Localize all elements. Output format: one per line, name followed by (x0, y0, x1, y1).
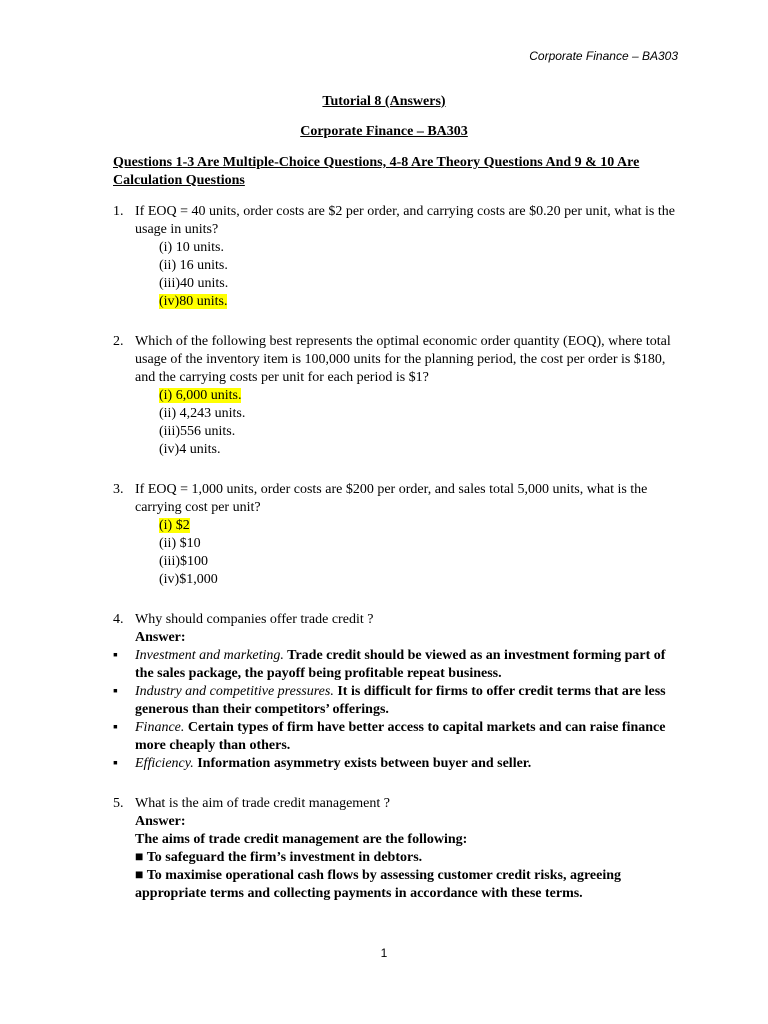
title-block (0, 93, 768, 141)
option: (ii) 16 units. (159, 258, 228, 273)
question-number: 2. (113, 334, 124, 349)
option: (iii)556 units. (159, 424, 236, 439)
running-header: Corporate Finance – BA303 (529, 49, 678, 63)
question-text: If EOQ = 1,000 units, order costs are $200 per order, and sales total 5,000 units, what is the carrying cost per unit? (135, 482, 648, 515)
bullet-icon: ▪ (113, 756, 118, 771)
question-number: 5. (113, 796, 124, 811)
answer-label: Answer: (135, 630, 186, 645)
option-correct: (i) 6,000 units. (159, 388, 242, 403)
bullet-item: ▪ Industry and competitive pressures. It is difficult for firms to offer credit terms that are less generous than their competitors’ offerings. (113, 684, 666, 717)
page-title: Tutorial 8 (Answers) (322, 94, 446, 109)
question-text: Why should companies offer trade credit ? (135, 612, 374, 627)
questions-list (113, 203, 683, 925)
bullet-icon: ▪ (113, 684, 118, 699)
options-list (135, 387, 683, 459)
option: (ii) 4,243 units. (159, 406, 246, 421)
option-correct: (iv)80 units. (159, 294, 228, 309)
option: (iv)4 units. (159, 442, 221, 457)
question-number: 4. (113, 612, 124, 627)
answer-line: ■ To maximise operational cash flows by assessing customer credit risks, agreeing appropriate terms and collecting payments in accordance with these terms. (135, 868, 622, 901)
page-number: 1 (380, 946, 388, 960)
answer-bullets (113, 647, 683, 773)
course-subtitle: Corporate Finance – BA303 (300, 124, 468, 139)
question-1 (113, 203, 683, 311)
option: (iv)$1,000 (159, 572, 218, 587)
answer-line: ■ To safeguard the firm’s investment in debtors. (135, 850, 423, 865)
bullet-icon: ▪ (113, 648, 118, 663)
bullet-item: ▪ Finance. Certain types of firm have better access to capital markets and can raise finance more cheaply than others. (113, 720, 666, 753)
bullet-item: ▪ Efficiency. Information asymmetry exists between buyer and seller. (113, 756, 532, 771)
question-5 (113, 795, 683, 903)
instructions-heading: Questions 1-3 Are Multiple-Choice Questions, 4-8 Are Theory Questions And 9 & 10 Are Calculation Questions (113, 155, 640, 188)
question-text: Which of the following best represents the optimal economic order quantity (EOQ), where total usage of the inventory item is 100,000 units for the planning period, the cost per order is $180, and the carrying costs per unit for each period is $1? (135, 334, 671, 385)
option: (ii) $10 (159, 536, 201, 551)
answer-line: The aims of trade credit management are the following: (135, 832, 468, 847)
option: (iii)$100 (159, 554, 208, 569)
options-list (135, 517, 683, 589)
question-3 (113, 481, 683, 589)
question-number: 1. (113, 204, 124, 219)
question-number: 3. (113, 482, 124, 497)
options-list (135, 239, 683, 311)
question-2 (113, 333, 683, 459)
question-text: If EOQ = 40 units, order costs are $2 per order, and carrying costs are $0.20 per unit, what is the usage in units? (135, 204, 675, 237)
question-text: What is the aim of trade credit management ? (135, 796, 391, 811)
option: (i) 10 units. (159, 240, 224, 255)
option: (iii)40 units. (159, 276, 229, 291)
question-4 (113, 611, 683, 773)
answer-label: Answer: (135, 814, 186, 829)
bullet-item: ▪ Investment and marketing. Trade credit should be viewed as an investment forming part of the sales package, the payoff being profitable repeat business. (113, 648, 666, 681)
option-correct: (i) $2 (159, 518, 190, 533)
bullet-icon: ▪ (113, 720, 118, 735)
